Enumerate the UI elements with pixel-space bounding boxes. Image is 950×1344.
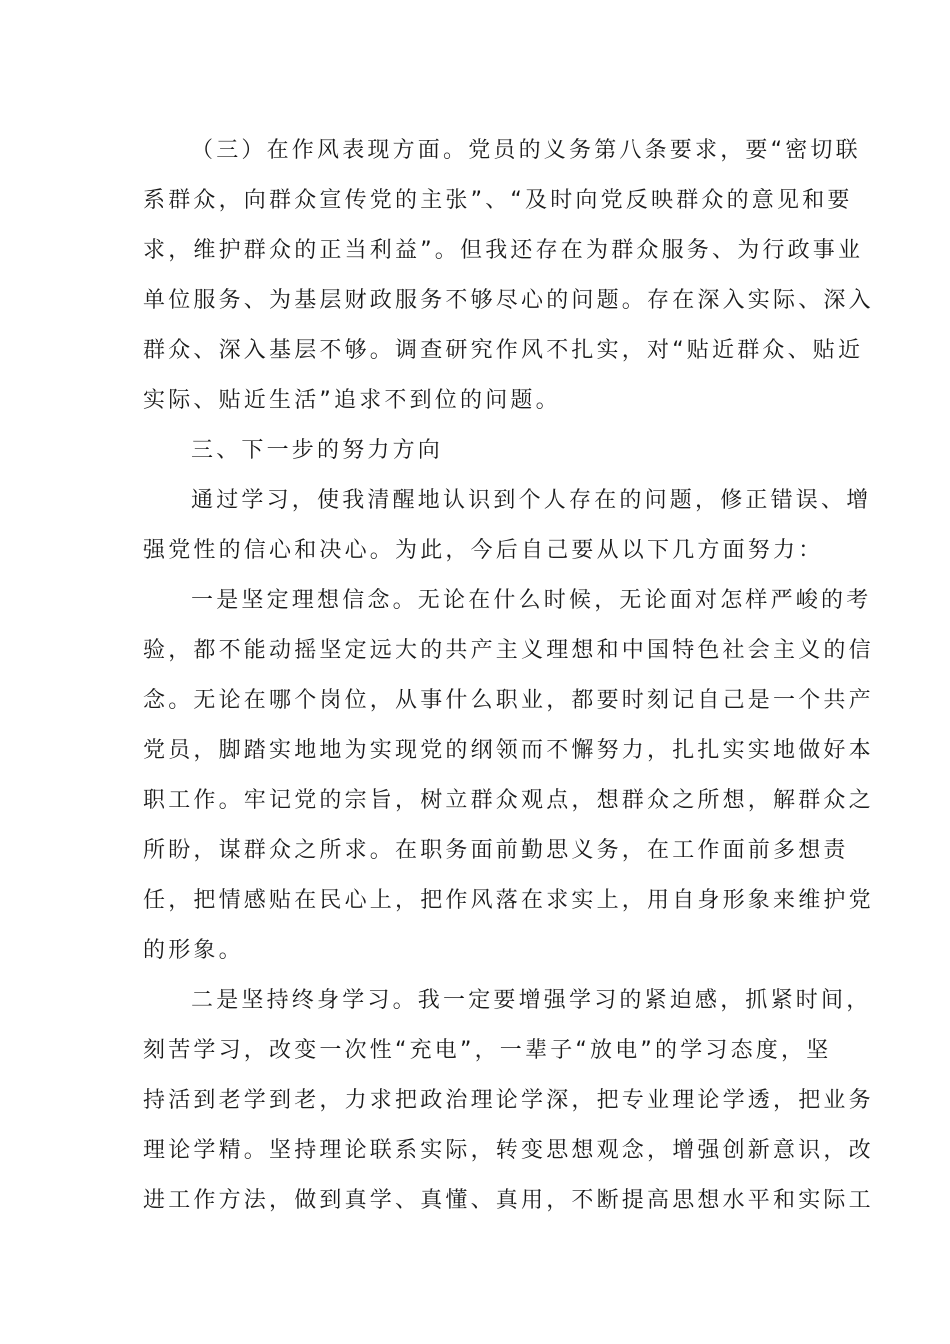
paragraph-line: 进工作方法，做到真学、真懂、真用，不断提高思想水平和实际工 bbox=[143, 1188, 874, 1213]
paragraph-line: 通过学习，使我清醒地认识到个人存在的问题，修正错误、增 bbox=[191, 488, 872, 513]
paragraph-line: 一是坚定理想信念。无论在什么时候，无论面对怎样严峻的考 bbox=[191, 588, 872, 613]
paragraph-line: 所盼，谋群众之所求。在职务面前勤思义务，在工作面前多想责 bbox=[143, 838, 849, 863]
paragraph-line: 强党性的信心和决心。为此，今后自己要从以下几方面努力： bbox=[143, 538, 824, 563]
paragraph-line: （三）在作风表现方面。党员的义务第八条要求，要“密切联 bbox=[191, 138, 861, 163]
paragraph-line: 刻苦学习，改变一次性“充电”，一辈子“放电”的学习态度，坚 bbox=[143, 1038, 832, 1063]
paragraph-line: 验，都不能动摇坚定远大的共产主义理想和中国特色社会主义的信 bbox=[143, 638, 874, 663]
paragraph-line: 单位服务、为基层财政服务不够尽心的问题。存在深入实际、深入 bbox=[143, 288, 874, 313]
paragraph-line: 的形象。 bbox=[143, 938, 244, 963]
paragraph-line: 持活到老学到老，力求把政治理论学深，把专业理论学透，把业务 bbox=[143, 1088, 874, 1113]
paragraph-line: 念。无论在哪个岗位，从事什么职业，都要时刻记自己是一个共产 bbox=[143, 688, 874, 713]
paragraph-line: 党员，脚踏实地地为实现党的纲领而不懈努力，扎扎实实地做好本 bbox=[143, 738, 874, 763]
paragraph-line: 系群众，向群众宣传党的主张”、“及时向党反映群众的意见和要 bbox=[143, 188, 853, 213]
paragraph-line: 求，维护群众的正当利益”。但我还存在为群众服务、为行政事业 bbox=[143, 238, 864, 263]
paragraph-line: 职工作。牢记党的宗旨，树立群众观点，想群众之所想，解群众之 bbox=[143, 788, 874, 813]
section-heading: 三、下一步的努力方向 bbox=[191, 438, 444, 463]
paragraph-line: 二是坚持终身学习。我一定要增强学习的紧迫感，抓紧时间， bbox=[191, 988, 872, 1013]
paragraph-line: 群众、深入基层不够。调查研究作风不扎实，对“贴近群众、贴近 bbox=[143, 338, 864, 363]
paragraph-line: 任，把情感贴在民心上，把作风落在求实上，用自身形象来维护党 bbox=[143, 888, 874, 913]
paragraph-line: 实际、贴近生活”追求不到位的问题。 bbox=[143, 388, 561, 413]
paragraph-line: 理论学精。坚持理论联系实际，转变思想观念，增强创新意识，改 bbox=[143, 1138, 874, 1163]
